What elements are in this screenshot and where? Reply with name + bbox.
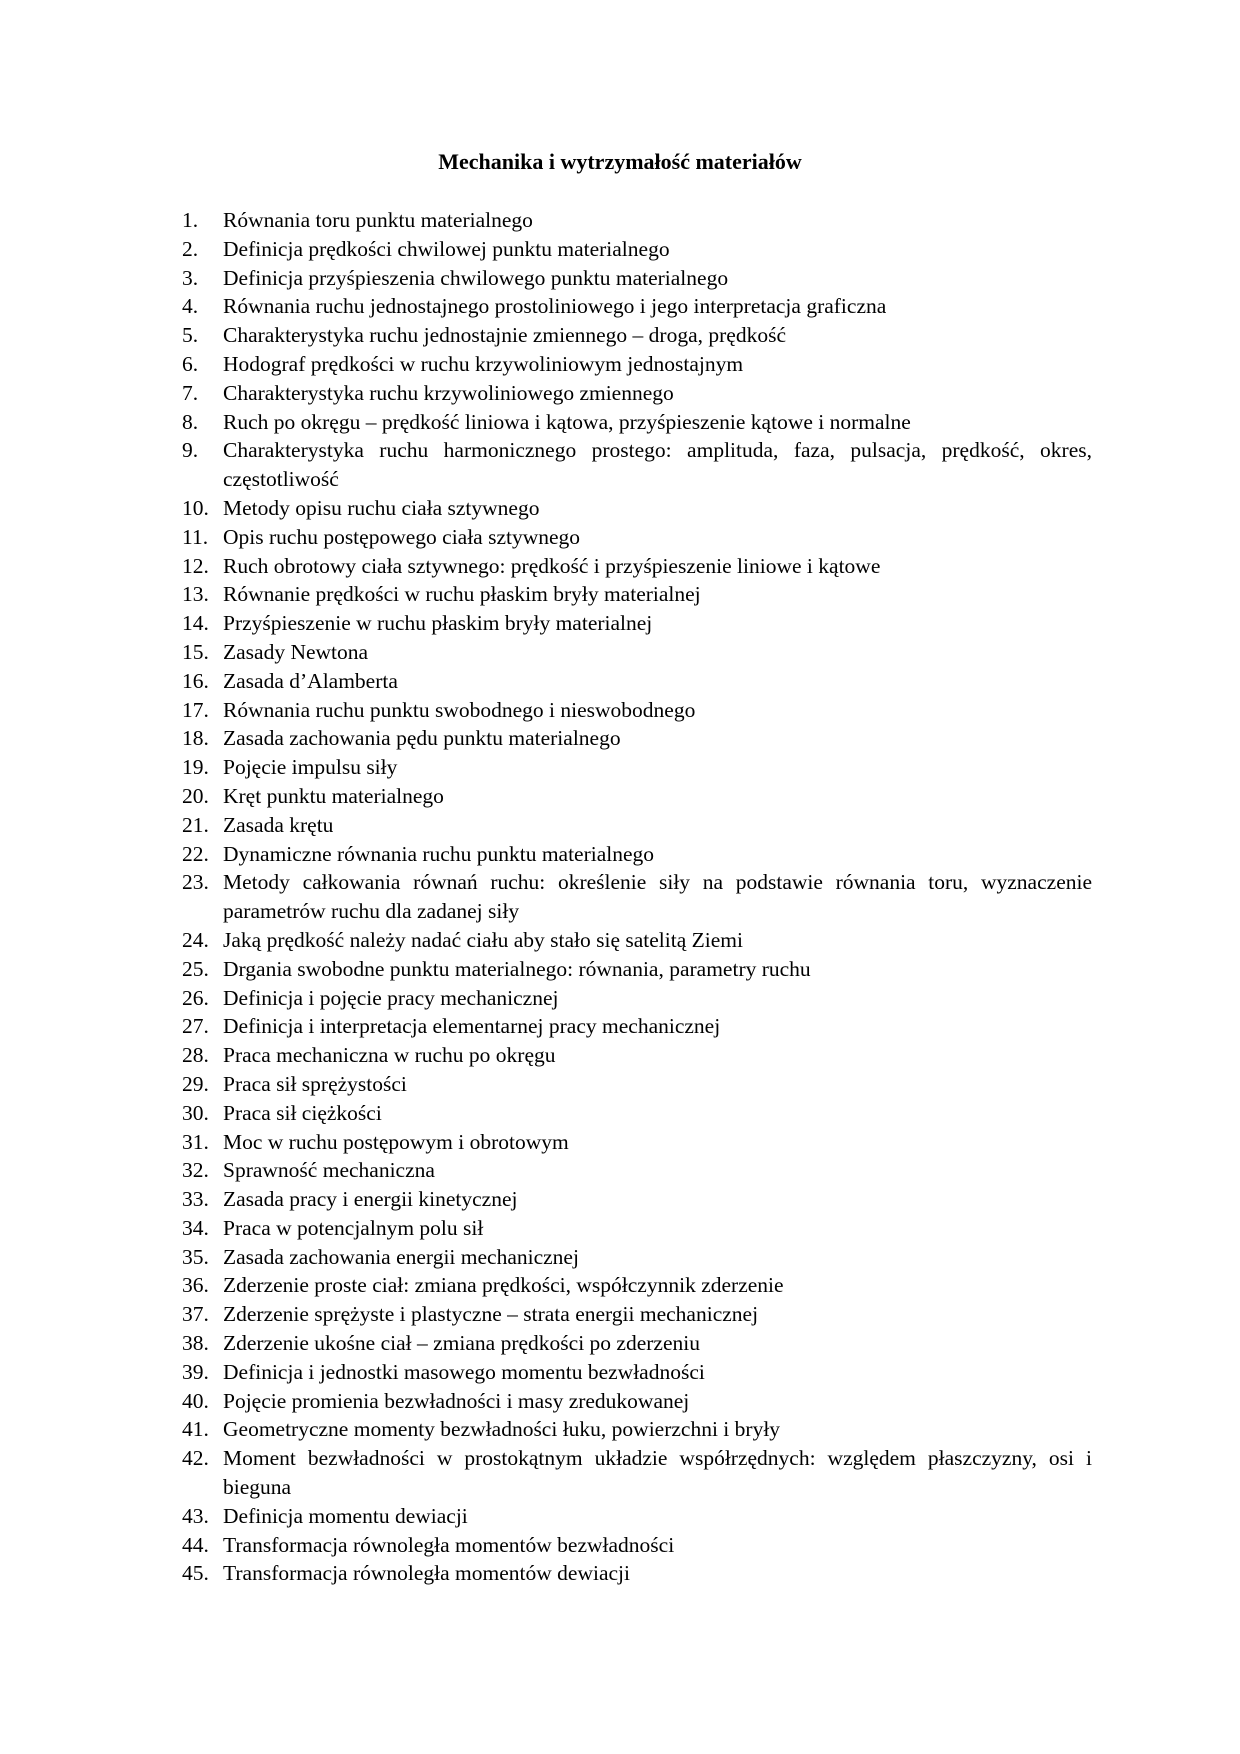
list-item-number: 35.: [182, 1244, 209, 1269]
list-item-text: Pojęcie impulsu siły: [223, 755, 398, 780]
list-item-text: Zderzenie proste ciał: zmiana prędkości, współczynnik zderzenie: [223, 1273, 784, 1298]
list-item-text: Zderzenie ukośne ciał – zmiana prędkości po zderzeniu: [223, 1331, 700, 1356]
list-item-number: 43.: [182, 1503, 209, 1528]
list-item-number: 24.: [182, 927, 209, 952]
list-item-number: 13.: [182, 582, 209, 607]
list-item-text: Praca mechaniczna w ruchu po okręgu: [223, 1043, 556, 1068]
list-item: [182, 638, 1092, 667]
list-item: [182, 1329, 1092, 1358]
list-item-text: Praca sił sprężystości: [223, 1071, 407, 1096]
list-item: [182, 1012, 1092, 1041]
list-item-text: Zasada zachowania energii mechanicznej: [223, 1244, 579, 1269]
list-item-number: 41.: [182, 1417, 209, 1442]
list-item-number: 26.: [182, 985, 209, 1010]
list-item: [182, 724, 1092, 753]
list-item-number: 17.: [182, 697, 209, 722]
list-item-text: Sprawność mechaniczna: [223, 1158, 435, 1183]
list-item-number: 34.: [182, 1215, 209, 1240]
list-item-text: Równania ruchu punktu swobodnego i nieswobodnego: [223, 697, 696, 722]
list-item-text: Zderzenie sprężyste i plastyczne – strata energii mechanicznej: [223, 1302, 759, 1327]
list-item-number: 4.: [182, 294, 199, 319]
list-item-number: 5.: [182, 323, 199, 348]
list-item-text: Geometryczne momenty bezwładności łuku, powierzchni i bryły: [223, 1417, 781, 1442]
list-item: [182, 1415, 1092, 1444]
list-item: [182, 1300, 1092, 1329]
list-item-number: 37.: [182, 1302, 209, 1327]
list-item-text: Zasada d’Alamberta: [223, 668, 398, 693]
list-item-number: 14.: [182, 611, 209, 636]
list-item-number: 33.: [182, 1187, 209, 1212]
list-item-number: 40.: [182, 1388, 209, 1413]
list-item: [182, 494, 1092, 523]
list-item-number: 25.: [182, 956, 209, 981]
list-item: [182, 523, 1092, 552]
list-item: [182, 667, 1092, 696]
list-item-text: Pojęcie promienia bezwładności i masy zredukowanej: [223, 1388, 690, 1413]
list-item-number: 7.: [182, 380, 199, 405]
list-item: [182, 436, 1092, 494]
list-item: [182, 1214, 1092, 1243]
list-item: [182, 379, 1092, 408]
list-item: [182, 1444, 1092, 1502]
list-item-text: Charakterystyka ruchu jednostajnie zmiennego – droga, prędkość: [223, 323, 786, 348]
list-item-number: 16.: [182, 668, 209, 693]
list-item-text: Opis ruchu postępowego ciała sztywnego: [223, 524, 581, 549]
list-item-text: Równanie prędkości w ruchu płaskim bryły materialnej: [223, 582, 701, 607]
list-item-number: 6.: [182, 351, 199, 376]
list-item-text: Zasady Newtona: [223, 639, 369, 664]
list-item-text: Praca w potencjalnym polu sił: [223, 1215, 484, 1240]
list-item: [182, 350, 1092, 379]
list-item-number: 32.: [182, 1158, 209, 1183]
list-item-text: Jaką prędkość należy nadać ciału aby stało się satelitą Ziemi: [223, 927, 743, 952]
list-item-text: Drgania swobodne punktu materialnego: równania, parametry ruchu: [223, 956, 811, 981]
list-item-text: Definicja i interpretacja elementarnej pracy mechanicznej: [223, 1014, 721, 1039]
list-item-number: 31.: [182, 1129, 209, 1154]
list-item-number: 10.: [182, 495, 209, 520]
list-item: [182, 1358, 1092, 1387]
list-item-number: 23.: [182, 870, 209, 895]
list-item-number: 1.: [182, 208, 199, 232]
list-item: [182, 1185, 1092, 1214]
list-item: [182, 696, 1092, 725]
list-item: [182, 292, 1092, 321]
list-item-text: Metody opisu ruchu ciała sztywnego: [223, 495, 540, 520]
list-item: [182, 868, 1092, 926]
list-item-text: Definicja przyśpieszenia chwilowego punktu materialnego: [223, 265, 729, 290]
list-item-text: Definicja i pojęcie pracy mechanicznej: [223, 985, 559, 1010]
list-item: [182, 753, 1092, 782]
list-item-number: 30.: [182, 1100, 209, 1125]
list-item: [182, 321, 1092, 350]
list-item-text: Hodograf prędkości w ruchu krzywoliniowym jednostajnym: [223, 351, 744, 376]
list-item-text: Zasada zachowania pędu punktu materialnego: [223, 726, 621, 751]
list-item-text: Przyśpieszenie w ruchu płaskim bryły materialnej: [223, 611, 653, 636]
list-item: [182, 984, 1092, 1013]
list-item: [182, 1531, 1092, 1560]
list-item-number: 19.: [182, 755, 209, 780]
list-item: [182, 1559, 1092, 1588]
list-item: [182, 264, 1092, 293]
list-item: [182, 1156, 1092, 1185]
list-item-text: Równania ruchu jednostajnego prostoliniowego i jego interpretacja graficzna: [223, 294, 887, 319]
list-item-number: 15.: [182, 639, 209, 664]
list-item-text: Definicja prędkości chwilowej punktu materialnego: [223, 236, 670, 261]
list-item-text: Dynamiczne równania ruchu punktu materialnego: [223, 841, 655, 866]
list-item-number: 18.: [182, 726, 209, 751]
list-item-text: Charakterystyka ruchu harmonicznego prostego: amplituda, faza, pulsacja, prędkość, okres, częstotliwość: [223, 438, 1092, 492]
list-item-number: 27.: [182, 1014, 209, 1039]
list-item: [182, 580, 1092, 609]
list-item-number: 11.: [182, 524, 209, 549]
list-item-text: Moment bezwładności w prostokątnym układzie współrzędnych: względem płaszczyzny, osi i bieguna: [223, 1446, 1092, 1500]
page-title: Mechanika i wytrzymałość materiałów: [438, 149, 802, 174]
list-item-number: 29.: [182, 1071, 209, 1096]
list-item: [182, 1387, 1092, 1416]
list-item-number: 39.: [182, 1359, 209, 1384]
list-item: [182, 1099, 1092, 1128]
list-item: [182, 1502, 1092, 1531]
list-item: [182, 609, 1092, 638]
list-item-number: 21.: [182, 812, 209, 837]
list-item-text: Moc w ruchu postępowym i obrotowym: [223, 1129, 569, 1154]
list-item-text: Transformacja równoległa momentów dewiacji: [223, 1561, 630, 1586]
list-item-number: 42.: [182, 1446, 209, 1471]
list-item-text: Charakterystyka ruchu krzywoliniowego zmiennego: [223, 380, 674, 405]
list-item: [182, 840, 1092, 869]
list-item-text: Ruch obrotowy ciała sztywnego: prędkość i przyśpieszenie liniowe i kątowe: [223, 553, 881, 578]
list-item-number: 12.: [182, 553, 209, 578]
question-list: [182, 206, 1092, 1588]
list-item: [182, 408, 1092, 437]
list-item-number: 45.: [182, 1561, 209, 1586]
list-item-text: Definicja i jednostki masowego momentu bezwładności: [223, 1359, 705, 1384]
list-item-text: Kręt punktu materialnego: [223, 783, 444, 808]
list-item-text: Ruch po okręgu – prędkość liniowa i kątowa, przyśpieszenie kątowe i normalne: [223, 409, 911, 434]
list-item: [182, 552, 1092, 581]
list-item-number: 36.: [182, 1273, 209, 1298]
list-item: [182, 811, 1092, 840]
list-item-number: 22.: [182, 841, 209, 866]
list-item-number: 9.: [182, 438, 199, 463]
list-item-text: Transformacja równoległa momentów bezwładności: [223, 1532, 675, 1557]
list-item-number: 8.: [182, 409, 199, 434]
list-item-number: 2.: [182, 236, 199, 261]
list-item-number: 44.: [182, 1532, 209, 1557]
list-item-number: 20.: [182, 783, 209, 808]
list-item: [182, 1128, 1092, 1157]
list-item-number: 38.: [182, 1331, 209, 1356]
list-item: [182, 955, 1092, 984]
list-item-text: Metody całkowania równań ruchu: określenie siły na podstawie równania toru, wyznaczenie parametrów ruchu dla zadanej siły: [223, 870, 1092, 924]
list-item-number: 3.: [182, 265, 199, 290]
list-item: [182, 206, 1092, 235]
list-item-text: Definicja momentu dewiacji: [223, 1503, 468, 1528]
list-item-text: Równania toru punktu materialnego: [223, 208, 533, 232]
list-item: [182, 235, 1092, 264]
list-item: [182, 926, 1092, 955]
list-item-text: Zasada pracy i energii kinetycznej: [223, 1187, 518, 1212]
list-item: [182, 782, 1092, 811]
list-item: [182, 1243, 1092, 1272]
list-item-number: 28.: [182, 1043, 209, 1068]
list-item: [182, 1041, 1092, 1070]
list-item: [182, 1271, 1092, 1300]
list-item: [182, 1070, 1092, 1099]
list-item-text: Zasada krętu: [223, 812, 334, 837]
list-item-text: Praca sił ciężkości: [223, 1100, 382, 1125]
